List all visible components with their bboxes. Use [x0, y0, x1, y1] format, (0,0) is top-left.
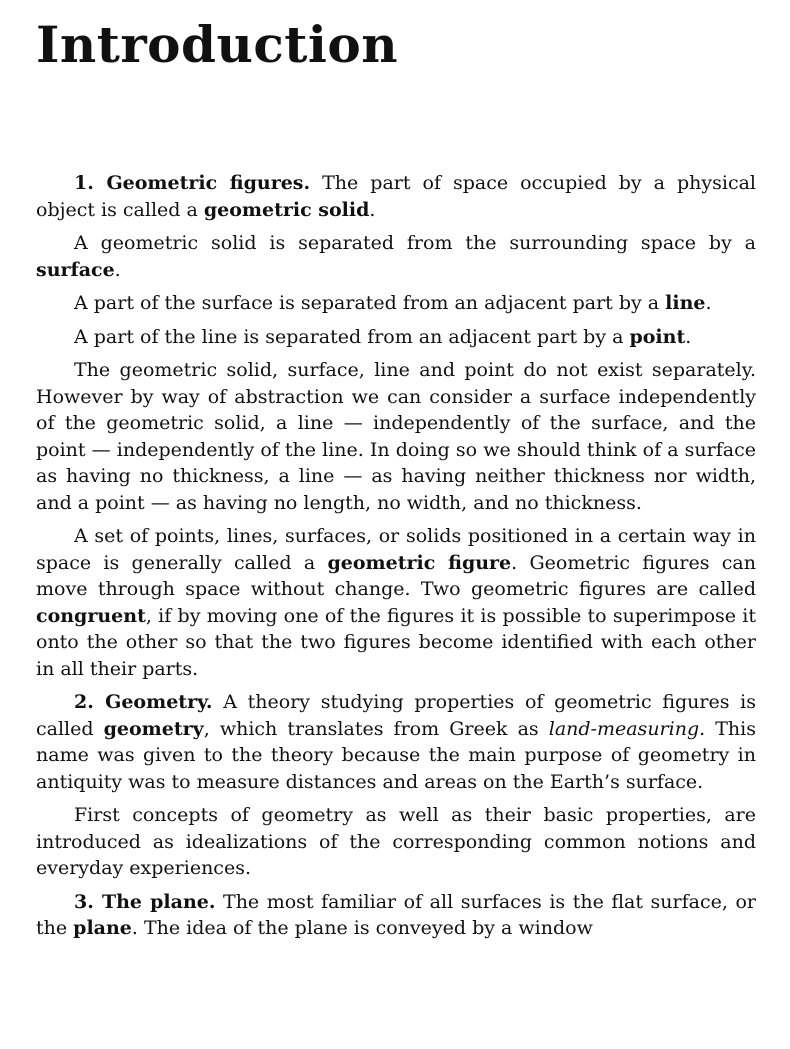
paragraph-point [36, 324, 756, 351]
paragraph-line [36, 290, 756, 317]
section-title: Geometric figures. [106, 172, 311, 194]
term-plane: plane [73, 917, 132, 939]
text-run: This name was given to the theory because the main purpose of geometry in antiquity was to measure distances and areas on the Earth’s surface. [36, 717, 756, 793]
paragraph-geometric-solid [36, 170, 756, 223]
paragraph-abstraction [36, 357, 756, 516]
text-run: . The idea of the plane is conveyed by a window [131, 917, 593, 939]
body-text [36, 170, 756, 942]
text-run: . [685, 325, 692, 348]
term-point: point [629, 325, 686, 348]
section-heading-geometric-figures [74, 172, 310, 194]
term-land-measuring: land-measuring. [548, 717, 706, 740]
text-run: The geometric solid, surface, line and point do not exist separately. However by way of abstraction we can consider a surface independently of the geometric solid, a line — independently of the surface, and the point — independently of the line. In doing so we should think of a surface as having no thickness, a line — as having neither thickness nor width, and a point — as having no length, no width, and no thickness. [36, 359, 756, 514]
section-title: Geometry. [105, 691, 213, 713]
paragraph-plane [36, 889, 756, 942]
section-heading-geometry [74, 691, 213, 713]
term-geometric-figure: geometric figure [327, 551, 512, 574]
text-run: . [369, 198, 376, 221]
text-run: . Geometric figures can move through space without change. Two geometric figures are called [36, 551, 756, 600]
text-run: A set of points, lines, surfaces, or solids positioned in a certain way in space is generally called a [36, 525, 756, 574]
text-run: , if by moving one of the figures it is possible to superimpose it onto the other so that the two figures become identified with each other in all their parts. [36, 604, 756, 680]
section-title: The plane. [101, 890, 216, 913]
paragraph-geometric-figure [36, 523, 756, 682]
term-congruent: congruent [36, 604, 146, 627]
text-run: The most familiar of all surfaces is the flat surface, or the [36, 890, 756, 939]
text-run: First concepts of geometry as well as their basic properties, are introduced as idealizations of the corresponding common notions and everyday experiences. [36, 804, 756, 879]
paragraph-surface [36, 230, 756, 283]
chapter-title: Introduction [36, 15, 399, 74]
section-number: 3. [74, 890, 94, 913]
section-heading-the-plane [74, 891, 215, 913]
text-run: , which translates from Greek as [203, 717, 549, 740]
text-run: . [114, 258, 121, 281]
paragraph-first-concepts [36, 802, 756, 882]
text-run: . [705, 292, 712, 314]
section-number: 1. [74, 172, 94, 194]
text-run: A theory studying properties of geometric figures is called [36, 691, 756, 740]
text-run: The part of space occupied by a physical object is called a [36, 172, 756, 221]
term-geometric-solid: geometric solid [203, 198, 370, 221]
term-line: line [665, 292, 706, 314]
text-run: A part of the line is separated from an adjacent part by a [74, 325, 630, 348]
text-run: A part of the surface is separated from an adjacent part by a [74, 292, 666, 314]
text-run: A geometric solid is separated from the surrounding space by a [74, 232, 756, 254]
term-surface: surface [36, 258, 115, 281]
section-number: 2. [74, 691, 94, 713]
paragraph-geometry [36, 689, 756, 795]
term-geometry: geometry [103, 717, 204, 740]
